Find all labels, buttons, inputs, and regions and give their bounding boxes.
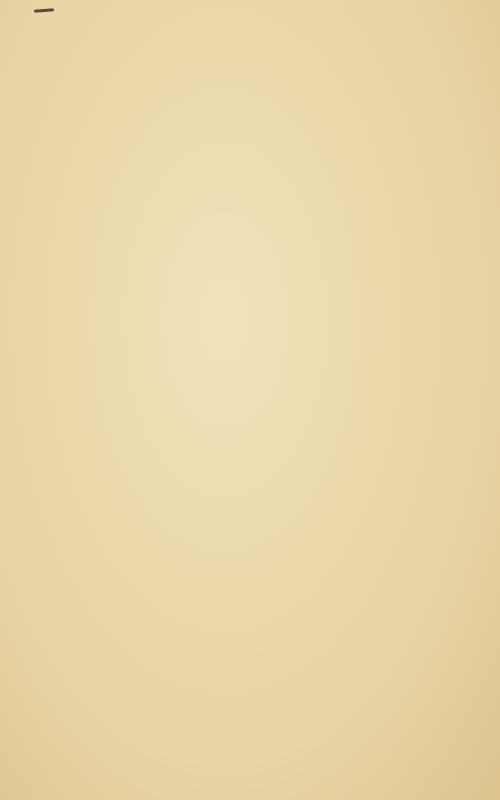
place-date	[22, 64, 468, 84]
letter-number	[22, 14, 468, 34]
letter-heading	[32, 40, 468, 60]
